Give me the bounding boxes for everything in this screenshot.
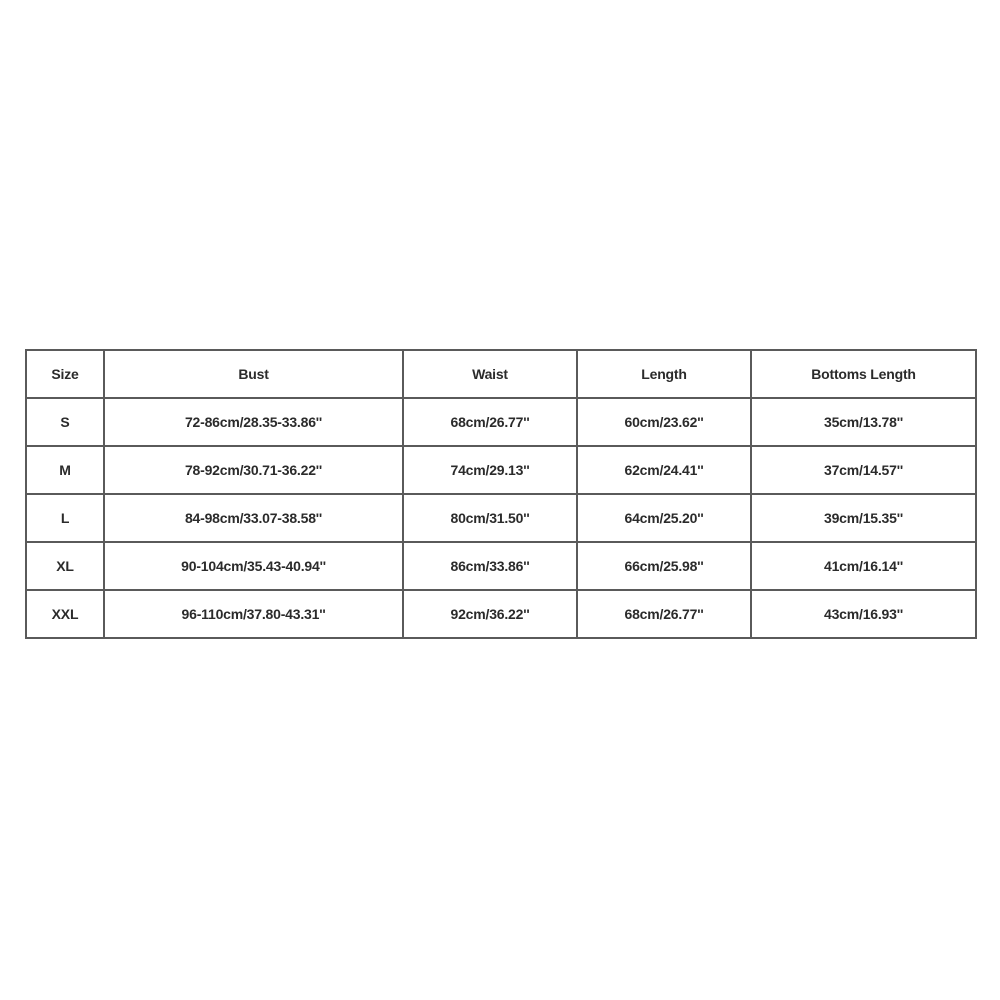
table-row <box>26 542 976 590</box>
cell-bust: 72-86cm/28.35-33.86'' <box>104 398 403 446</box>
cell-waist: 68cm/26.77'' <box>403 398 577 446</box>
table-row <box>26 398 976 446</box>
header-bottoms-length: Bottoms Length <box>751 350 976 398</box>
cell-bottoms-length: 37cm/14.57'' <box>751 446 976 494</box>
cell-bust: 90-104cm/35.43-40.94'' <box>104 542 403 590</box>
cell-bottoms-length: 35cm/13.78'' <box>751 398 976 446</box>
cell-bust: 84-98cm/33.07-38.58'' <box>104 494 403 542</box>
cell-size: L <box>26 494 104 542</box>
cell-waist: 74cm/29.13'' <box>403 446 577 494</box>
cell-size: XXL <box>26 590 104 638</box>
header-row <box>26 350 976 398</box>
cell-bottoms-length: 41cm/16.14'' <box>751 542 976 590</box>
cell-length: 62cm/24.41'' <box>577 446 751 494</box>
cell-bust: 96-110cm/37.80-43.31'' <box>104 590 403 638</box>
header-size: Size <box>26 350 104 398</box>
table-row <box>26 494 976 542</box>
cell-waist: 80cm/31.50'' <box>403 494 577 542</box>
size-chart-table <box>25 349 977 639</box>
cell-waist: 92cm/36.22'' <box>403 590 577 638</box>
cell-waist: 86cm/33.86'' <box>403 542 577 590</box>
header-bust: Bust <box>104 350 403 398</box>
header-length: Length <box>577 350 751 398</box>
cell-length: 66cm/25.98'' <box>577 542 751 590</box>
table-row <box>26 590 976 638</box>
cell-length: 60cm/23.62'' <box>577 398 751 446</box>
cell-length: 68cm/26.77'' <box>577 590 751 638</box>
cell-length: 64cm/25.20'' <box>577 494 751 542</box>
cell-size: M <box>26 446 104 494</box>
cell-bottoms-length: 43cm/16.93'' <box>751 590 976 638</box>
cell-bottoms-length: 39cm/15.35'' <box>751 494 976 542</box>
cell-bust: 78-92cm/30.71-36.22'' <box>104 446 403 494</box>
cell-size: S <box>26 398 104 446</box>
header-waist: Waist <box>403 350 577 398</box>
cell-size: XL <box>26 542 104 590</box>
table-row <box>26 446 976 494</box>
